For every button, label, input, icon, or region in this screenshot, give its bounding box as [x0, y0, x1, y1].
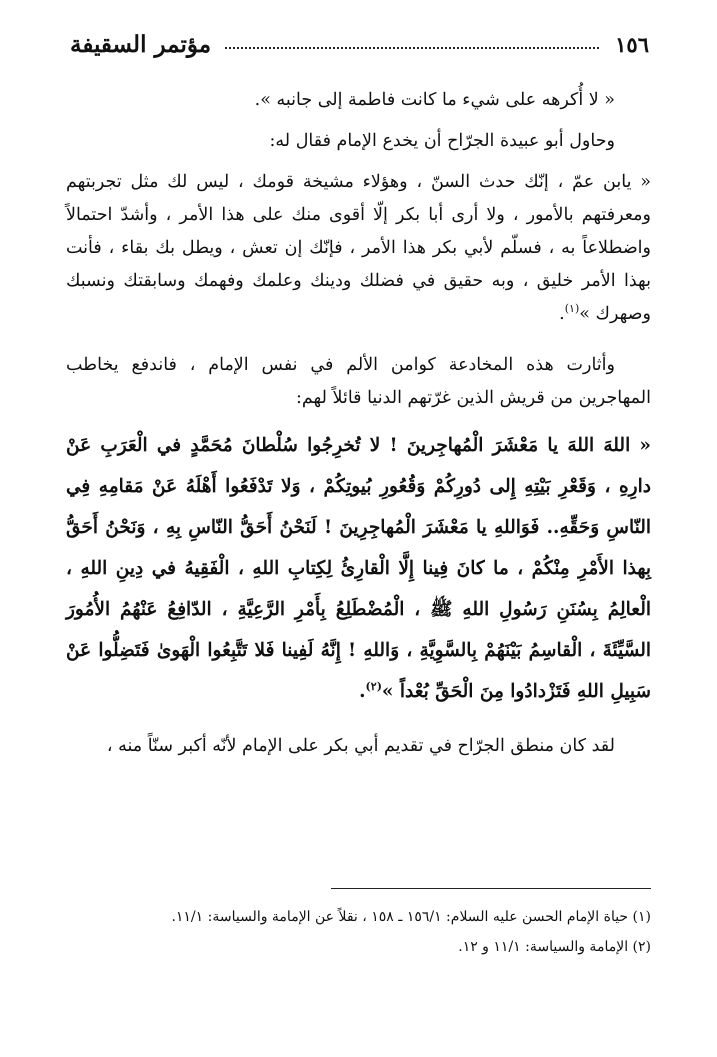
speech-text: « يابن عمّ ، إنّك حدث السنّ ، وهؤلاء مشيخة قومك ، ليس لك مثل تجربتهم ومعرفتهم بالأمور ، ولا أرى أبا بكر إلّا أقوى منك على هذا الأمر ، وأشدّ احتمالاً واضطلاعاً به ، فسلّم لأبي بكر هذا الأمر ، فإنّك إن تعش ، ويطل بك بقاء ، فأنت بهذا الأمر خليق ، وبه حقيق في فضلك ودينك وعلمك وفهمك وسابقتك ونسبك وصهرك » [66, 172, 651, 324]
paragraph-imam-response-intro: وأثارت هذه المخادعة كوامن الألم في نفس الإمام ، فاندفع يخاطب المهاجرين من قريش الذين غرّتهم الدنيا قائلاً لهم: [66, 355, 651, 408]
footnote-ref-1: (١) [564, 302, 580, 316]
paragraph-abu-ubaida-intro: وحاول أبو عبيدة الجرّاح أن يخدع الإمام فقال له: [269, 131, 615, 151]
footnote-separator [331, 888, 651, 889]
speech-end-period: . [359, 681, 366, 702]
footnote-2: (٢) الإمامة والسياسة: ١١/١ و ١٢. [458, 939, 651, 955]
page-number: ١٥٦ [615, 31, 649, 57]
paragraph-imam-speech [66, 425, 651, 712]
running-title: مؤتمر السقيفة [70, 30, 212, 58]
paragraph-jarrah-logic: لقد كان منطق الجرّاح في تقديم أبي بكر على الإمام لأنّه أكبر سنّاً منه ، [106, 736, 615, 756]
main-text [66, 84, 651, 763]
imam-speech-text: « اللهَ اللهَ يا مَعْشَرَ الْمُهاجِرينَ ! لا تُخرِجُوا سُلْطانَ مُحَمَّدٍ في الْعَرَبِ عَنْ دارِهِ ، وَقَعْرِ بَيْتِهِ إِلى دُورِكُمْ وَقُعُورِ بُيوتِكُمْ ، وَلا تَدْفَعُوا أَهْلَهُ عَنْ مَقامِهِ فِي النّاسِ وَحَقِّهِ.. فَوَاللهِ يا مَعْشَرَ الْمُهاجِرِينَ ! لَنَحْنُ أَحَقُّ النّاسِ بِهِ ، وَنَحْنُ أَحَقُّ بِهذا الأَمْرِ مِنْكُمْ ، ما كانَ فِينا إِلَّا الْقارِئُ لِكِتابِ اللهِ ، الْفَقِيهُ في دِينِ اللهِ ، الْعالِمُ بِسُنَنِ رَسُولِ اللهِ ﷺ ، الْمُضْطَلِعُ بِأَمْرِ الرَّعِيَّةِ ، الدّافِعُ عَنْهُمُ الأُمُورَ السَّيِّئَةَ ، الْقاسِمُ بَيْنَهُمْ بِالسَّوِيَّةِ ، وَاللهِ ! إِنَّهُ لَفِينا فَلا تَتَّبِعُوا الْهَوىٰ فَتَضِلُّوا عَنْ سَبِيلِ اللهِ فَتَزْدادُوا مِنَ الْحَقِّ بُعْداً » [66, 435, 651, 702]
paragraph-abu-ubaida-speech: « يابن عمّ ، إنّك حدث السنّ ، وهؤلاء مشيخة قومك ، ليس لك مثل تجربتهم ومعرفتهم بالأمور ، ولا أرى أبا بكر إلّا أقوى منك على هذا الأمر ، وأشدّ احتمالاً واضطلاعاً به ، فسلّم لأبي بكر هذا الأمر ، فإنّك إن تعش ، ويطل بك بقاء ، فأنت بهذا الأمر خليق ، وبه حقيق في فضلك ودينك وعلمك وفهمك وسابقتك ونسبك وصهرك »$^{(١)}$. [66, 172, 651, 324]
footnotes [66, 902, 651, 962]
footnote-ref-2: (٢) [365, 679, 382, 693]
page-header [70, 22, 649, 66]
paragraph-quote-fatima: « لا أُكرهه على شيء ما كانت فاطمة إلى جانبه ». [254, 90, 615, 110]
header-dotted-leader [225, 47, 599, 49]
footnote-1: (١) حياة الإمام الحسن عليه السلام: ١٥٦/١ ـ ١٥٨ ، نقلاً عن الإمامة والسياسة: ١١/١. [171, 909, 651, 925]
